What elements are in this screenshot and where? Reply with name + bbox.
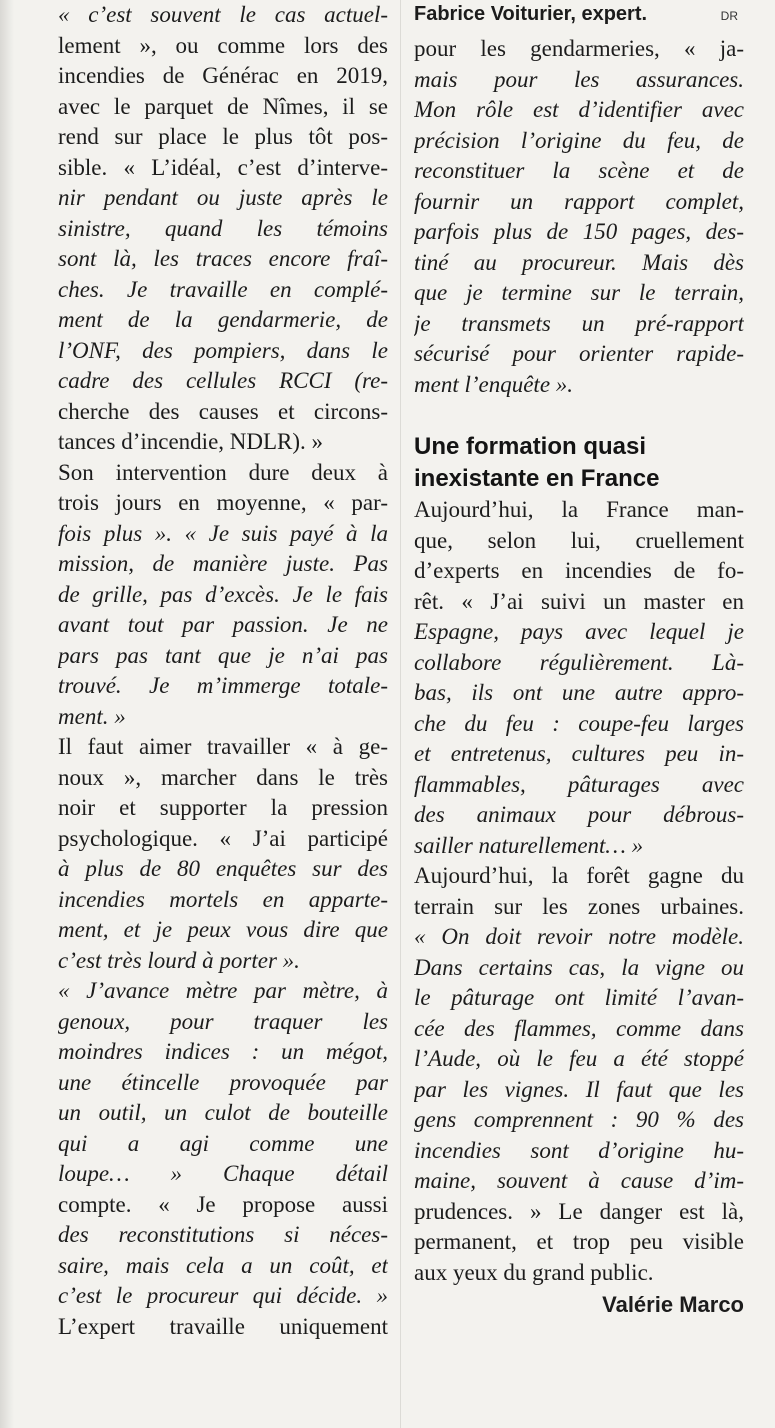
text-line: précision l’origine du feu, de [414, 127, 744, 153]
text-line: aux yeux du grand public. [414, 1259, 654, 1285]
text-line: loupe… » Chaque détail [58, 1161, 388, 1186]
text-line: permanent, et trop peu visible [414, 1229, 744, 1254]
text-line: flammables, pâturages avec [414, 771, 744, 797]
text-line: des reconstitutions si néces- [58, 1222, 388, 1247]
text-line: avec le parquet de Nîmes, il se [58, 93, 388, 119]
text-line: psychologique. « J’ai participé [58, 825, 388, 851]
subhead-line: Une formation quasi [414, 433, 647, 460]
text-line: sailler naturellement… » [414, 832, 644, 858]
text-line: d’experts en incendies de fo- [414, 558, 744, 583]
text-line: que, selon lui, cruellement [414, 527, 744, 553]
text-line: compte. « Je propose aussi [58, 1191, 388, 1217]
column-gutter [400, 0, 401, 1428]
text-line: noux », marcher dans le très [58, 764, 388, 790]
text-line: une étincelle provoquée par [58, 1069, 388, 1095]
text-line: Mon rôle est d’identifier avec [414, 97, 744, 122]
text-line: à plus de 80 enquêtes sur des [58, 856, 388, 881]
text-line: maine, souvent à cause d’im- [414, 1168, 744, 1193]
text-line: cherche des causes et circons- [58, 398, 388, 424]
text-line: sont là, les traces encore fraî- [58, 246, 388, 271]
article-column-left [58, 0, 388, 1342]
text-line: Aujourd’hui, la forêt gagne du [414, 863, 744, 888]
text-line: et entretenus, cultures peu in- [414, 741, 744, 766]
photo-credit: DR [720, 9, 738, 23]
text-line: ment de la gendarmerie, de [58, 307, 388, 332]
text-line: « c’est souvent le cas actuel- [58, 2, 388, 27]
text-line: rêt. « J’ai suivi un master en [414, 588, 744, 614]
text-line: de grille, pas d’excès. Je le fais [58, 581, 388, 607]
text-line: Dans certains cas, la vigne ou [414, 954, 744, 980]
text-line: saire, mais cela a un coût, et [58, 1252, 388, 1278]
text-line: noir et supporter la pression [58, 795, 388, 820]
text-line: Espagne, pays avec lequel je [414, 619, 744, 644]
text-line: trois jours en moyenne, « par- [58, 490, 388, 515]
text-line: lement », ou comme lors des [58, 32, 388, 58]
text-line: genoux, pour traquer les [58, 1008, 388, 1034]
text-line: incendies de Générac en 2019, [58, 63, 388, 88]
text-line: pour les gendarmeries, « ja- [414, 36, 744, 61]
text-line: cée des flammes, comme dans [414, 1015, 744, 1041]
text-line: le pâturage ont limité l’avan- [414, 985, 744, 1010]
text-line: sinistre, quand les témoins [58, 215, 388, 241]
text-line: je transmets un pré-rapport [414, 310, 744, 336]
text-line: tances d’incendie, NDLR). » [58, 429, 324, 454]
text-line: reconstituer la scène et de [414, 158, 744, 183]
text-line: che du feu : coupe-feu larges [414, 710, 744, 736]
text-line: des animaux pour débrous- [414, 802, 744, 827]
text-line: ment l’enquête ». [414, 371, 574, 397]
text-line: prudences. » Le danger est là, [414, 1198, 744, 1224]
text-line: sible. « L’idéal, c’est d’interve- [58, 154, 388, 180]
text-line: mission, de manière juste. Pas [58, 551, 388, 576]
text-line: rend sur place le plus tôt pos- [58, 124, 388, 149]
text-line: ment, et je peux vous dire que [58, 917, 388, 942]
page-scan-edge [0, 0, 14, 1428]
text-line: un outil, un culot de bouteille [58, 1100, 388, 1125]
text-line: c’est très lourd à porter ». [58, 947, 300, 973]
text-line: cadre des cellules RCCI (re- [58, 368, 388, 393]
text-line: incendies sont d’origine hu- [414, 1137, 744, 1163]
text-line: c’est le procureur qui décide. » [58, 1283, 388, 1308]
subhead-line: inexistante en France [414, 465, 660, 492]
text-line: gens comprennent : 90 % des [414, 1107, 744, 1132]
text-line: l’ONF, des pompiers, dans le [58, 337, 388, 363]
text-line: ches. Je travaille en complé- [58, 276, 388, 302]
text-line: pars pas tant que je n’ai pas [58, 642, 388, 668]
text-line: Aujourd’hui, la France man- [414, 497, 744, 522]
text-line: avant tout par passion. Je ne [58, 612, 388, 637]
text-line: « J’avance mètre par mètre, à [58, 978, 388, 1003]
text-line: qui a agi comme une [58, 1130, 388, 1156]
text-line: moindres indices : un mégot, [58, 1039, 388, 1064]
text-line: L’expert travaille uniquement [58, 1313, 388, 1339]
text-line: parfois plus de 150 pages, des- [414, 219, 744, 244]
text-line: l’Aude, où le feu a été stoppé [414, 1046, 744, 1071]
article-column-right [414, 0, 744, 1318]
photo-caption [414, 0, 744, 34]
left-column-text [58, 0, 388, 1342]
text-line: incendies mortels en apparte- [58, 886, 388, 912]
text-line: fois plus ». « Je suis payé à la [58, 520, 388, 546]
text-line: Il faut aimer travailler « à ge- [58, 734, 388, 759]
text-line: terrain sur les zones urbaines. [414, 893, 744, 919]
text-line: mais pour les assurances. [414, 66, 744, 92]
text-line: par les vignes. Il faut que les [414, 1076, 744, 1102]
section-subhead [414, 431, 744, 495]
text-line: ment. » [58, 703, 126, 729]
author-byline: Valérie Marco [602, 1292, 744, 1317]
caption-text: Fabrice Voiturier, expert. [414, 3, 648, 25]
text-line: Son intervention dure deux à [58, 459, 388, 485]
text-line: « On doit revoir notre modèle. [414, 924, 744, 949]
text-line: que je termine sur le terrain, [414, 280, 744, 305]
text-line: sécurisé pour orienter rapide- [414, 341, 744, 366]
text-line: bas, ils ont une autre appro- [414, 680, 744, 705]
text-line: nir pendant ou juste après le [58, 185, 388, 210]
text-line: fournir un rapport complet, [414, 188, 744, 214]
right-column-text-top [414, 34, 744, 400]
text-line: trouvé. Je m’immerge totale- [58, 673, 388, 698]
text-line: collabore régulièrement. Là- [414, 649, 744, 675]
right-column-text-bottom [414, 495, 744, 1288]
text-line: tiné au procureur. Mais dès [414, 249, 744, 275]
